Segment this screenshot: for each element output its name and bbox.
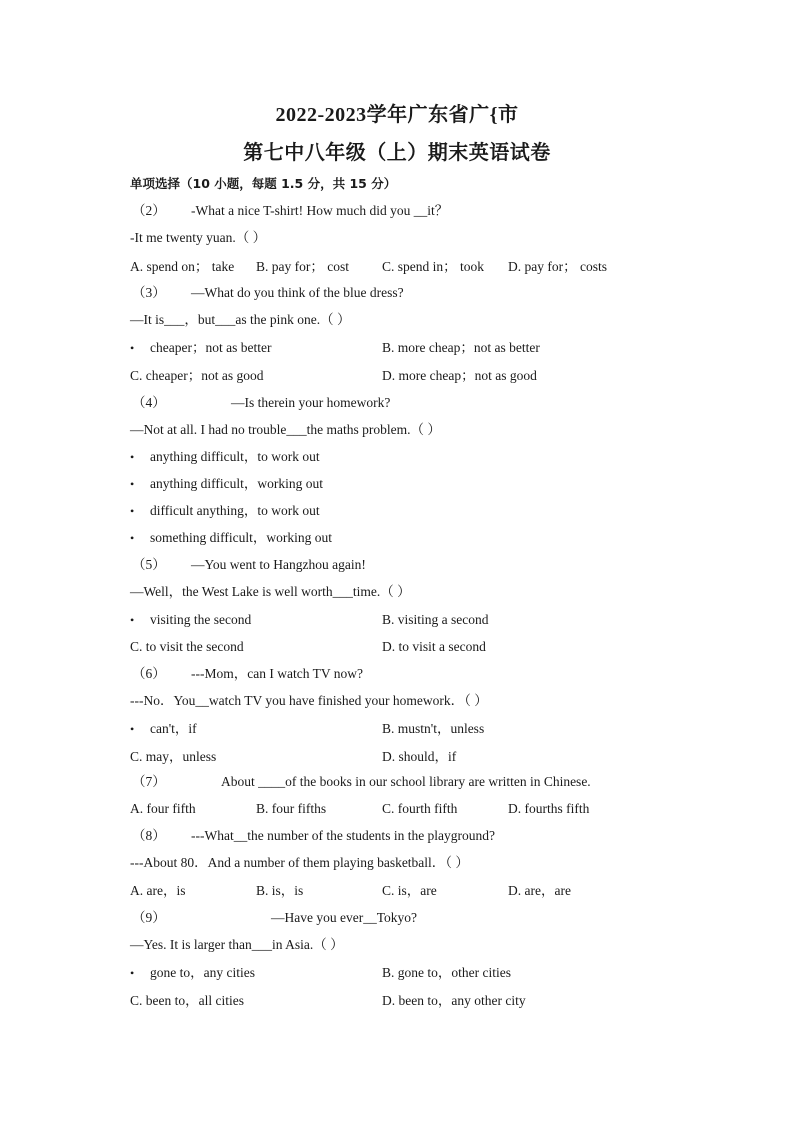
q5-option-a: visiting the second <box>150 612 252 627</box>
q7-question: About ____of the books in our school library are written in Chinese. <box>221 774 591 789</box>
q6-question: ---Mom，can I watch TV now? <box>191 666 363 681</box>
q6-reply: ---No．You__watch TV you have finished your homework．（ ） <box>130 693 488 708</box>
q7-option-a: A. four fifth <box>130 801 196 816</box>
q4-option-c: difficult anything，to work out <box>150 503 320 518</box>
q8-question: ---What__the number of the students in the playground? <box>191 828 496 843</box>
q4-option-a: anything difficult，to work out <box>150 449 320 464</box>
bullet: • <box>130 450 135 464</box>
q4-option-d: something difficult，working out <box>150 530 332 545</box>
q9-option-c: C. been to，all cities <box>130 993 244 1008</box>
q5-option-c: C. to visit the second <box>130 639 244 654</box>
q4-option-b: anything difficult，working out <box>150 476 323 491</box>
q3-question: —What do you think of the blue dress? <box>191 285 404 300</box>
section-header: 单项选择（10 小题，每题 1.5 分，共 15 分） <box>130 176 397 191</box>
q9-option-a: gone to，any cities <box>150 965 255 980</box>
q6-number: （6） <box>132 666 166 681</box>
bullet: • <box>130 531 135 545</box>
q5-question: —You went to Hangzhou again! <box>191 557 366 572</box>
q5-option-d: D. to visit a second <box>382 639 486 654</box>
q8-option-a: A. are，is <box>130 883 186 898</box>
q2-reply: -It me twenty yuan.（ ） <box>130 230 267 245</box>
q9-question: —Have you ever__Tokyo? <box>271 910 418 925</box>
q5-reply: —Well，the West Lake is well worth___time.（ ） <box>130 584 411 599</box>
q9-option-b: B. gone to，other cities <box>382 965 511 980</box>
q2-option-d: D. pay for； costs <box>508 259 607 274</box>
bullet: • <box>130 966 135 980</box>
q8-number: （8） <box>132 828 166 843</box>
q3-option-b: B. more cheap；not as better <box>382 340 540 355</box>
q3-number: （3） <box>132 285 166 300</box>
q7-option-c: C. fourth fifth <box>382 801 458 816</box>
q7-number: （7） <box>132 774 166 789</box>
q8-option-c: C. is，are <box>382 883 437 898</box>
q7-option-b: B. four fifths <box>256 801 327 816</box>
q6-option-d: D. should，if <box>382 749 457 764</box>
q9-option-d: D. been to，any other city <box>382 993 526 1008</box>
q3-option-c: C. cheaper；not as good <box>130 368 264 383</box>
q3-option-d: D. more cheap；not as good <box>382 368 537 383</box>
q7-option-d: D. fourths fifth <box>508 801 590 816</box>
q8-option-d: D. are，are <box>508 883 571 898</box>
exam-title-line1: 2022-2023学年广东省广{市 <box>275 104 519 126</box>
q3-option-a: cheaper；not as better <box>150 340 272 355</box>
bullet: • <box>130 341 135 355</box>
q2-option-c: C. spend in； took <box>382 259 485 274</box>
bullet: • <box>130 477 135 491</box>
q8-option-b: B. is，is <box>256 883 304 898</box>
q3-reply: —It is___，but___as the pink one.（ ） <box>130 312 351 327</box>
q8-reply: ---About 80．And a number of them playing basketball．（ ） <box>130 855 469 870</box>
q2-question: -What a nice T-shirt! How much did you __it？ <box>191 203 449 218</box>
q2-option-a: A. spend on； take <box>130 259 235 274</box>
bullet: • <box>130 613 135 627</box>
q5-option-b: B. visiting a second <box>382 612 489 627</box>
q6-option-a: can't，if <box>150 721 197 736</box>
bullet: • <box>130 722 135 736</box>
q4-reply: —Not at all. I had no trouble___the maths problem.（ ） <box>130 422 441 437</box>
q4-question: —Is therein your homework? <box>231 395 391 410</box>
q9-number: （9） <box>132 910 166 925</box>
q2-option-b: B. pay for； cost <box>256 259 349 274</box>
exam-title-line2: 第七中八年级（上）期末英语试卷 <box>243 142 551 164</box>
q4-number: （4） <box>132 395 166 410</box>
q6-option-b: B. mustn't，unless <box>382 721 485 736</box>
q5-number: （5） <box>132 557 166 572</box>
q6-option-c: C. may，unless <box>130 749 217 764</box>
q2-number: （2） <box>132 203 166 218</box>
q9-reply: —Yes. It is larger than___in Asia.（ ） <box>130 937 344 952</box>
bullet: • <box>130 504 135 518</box>
